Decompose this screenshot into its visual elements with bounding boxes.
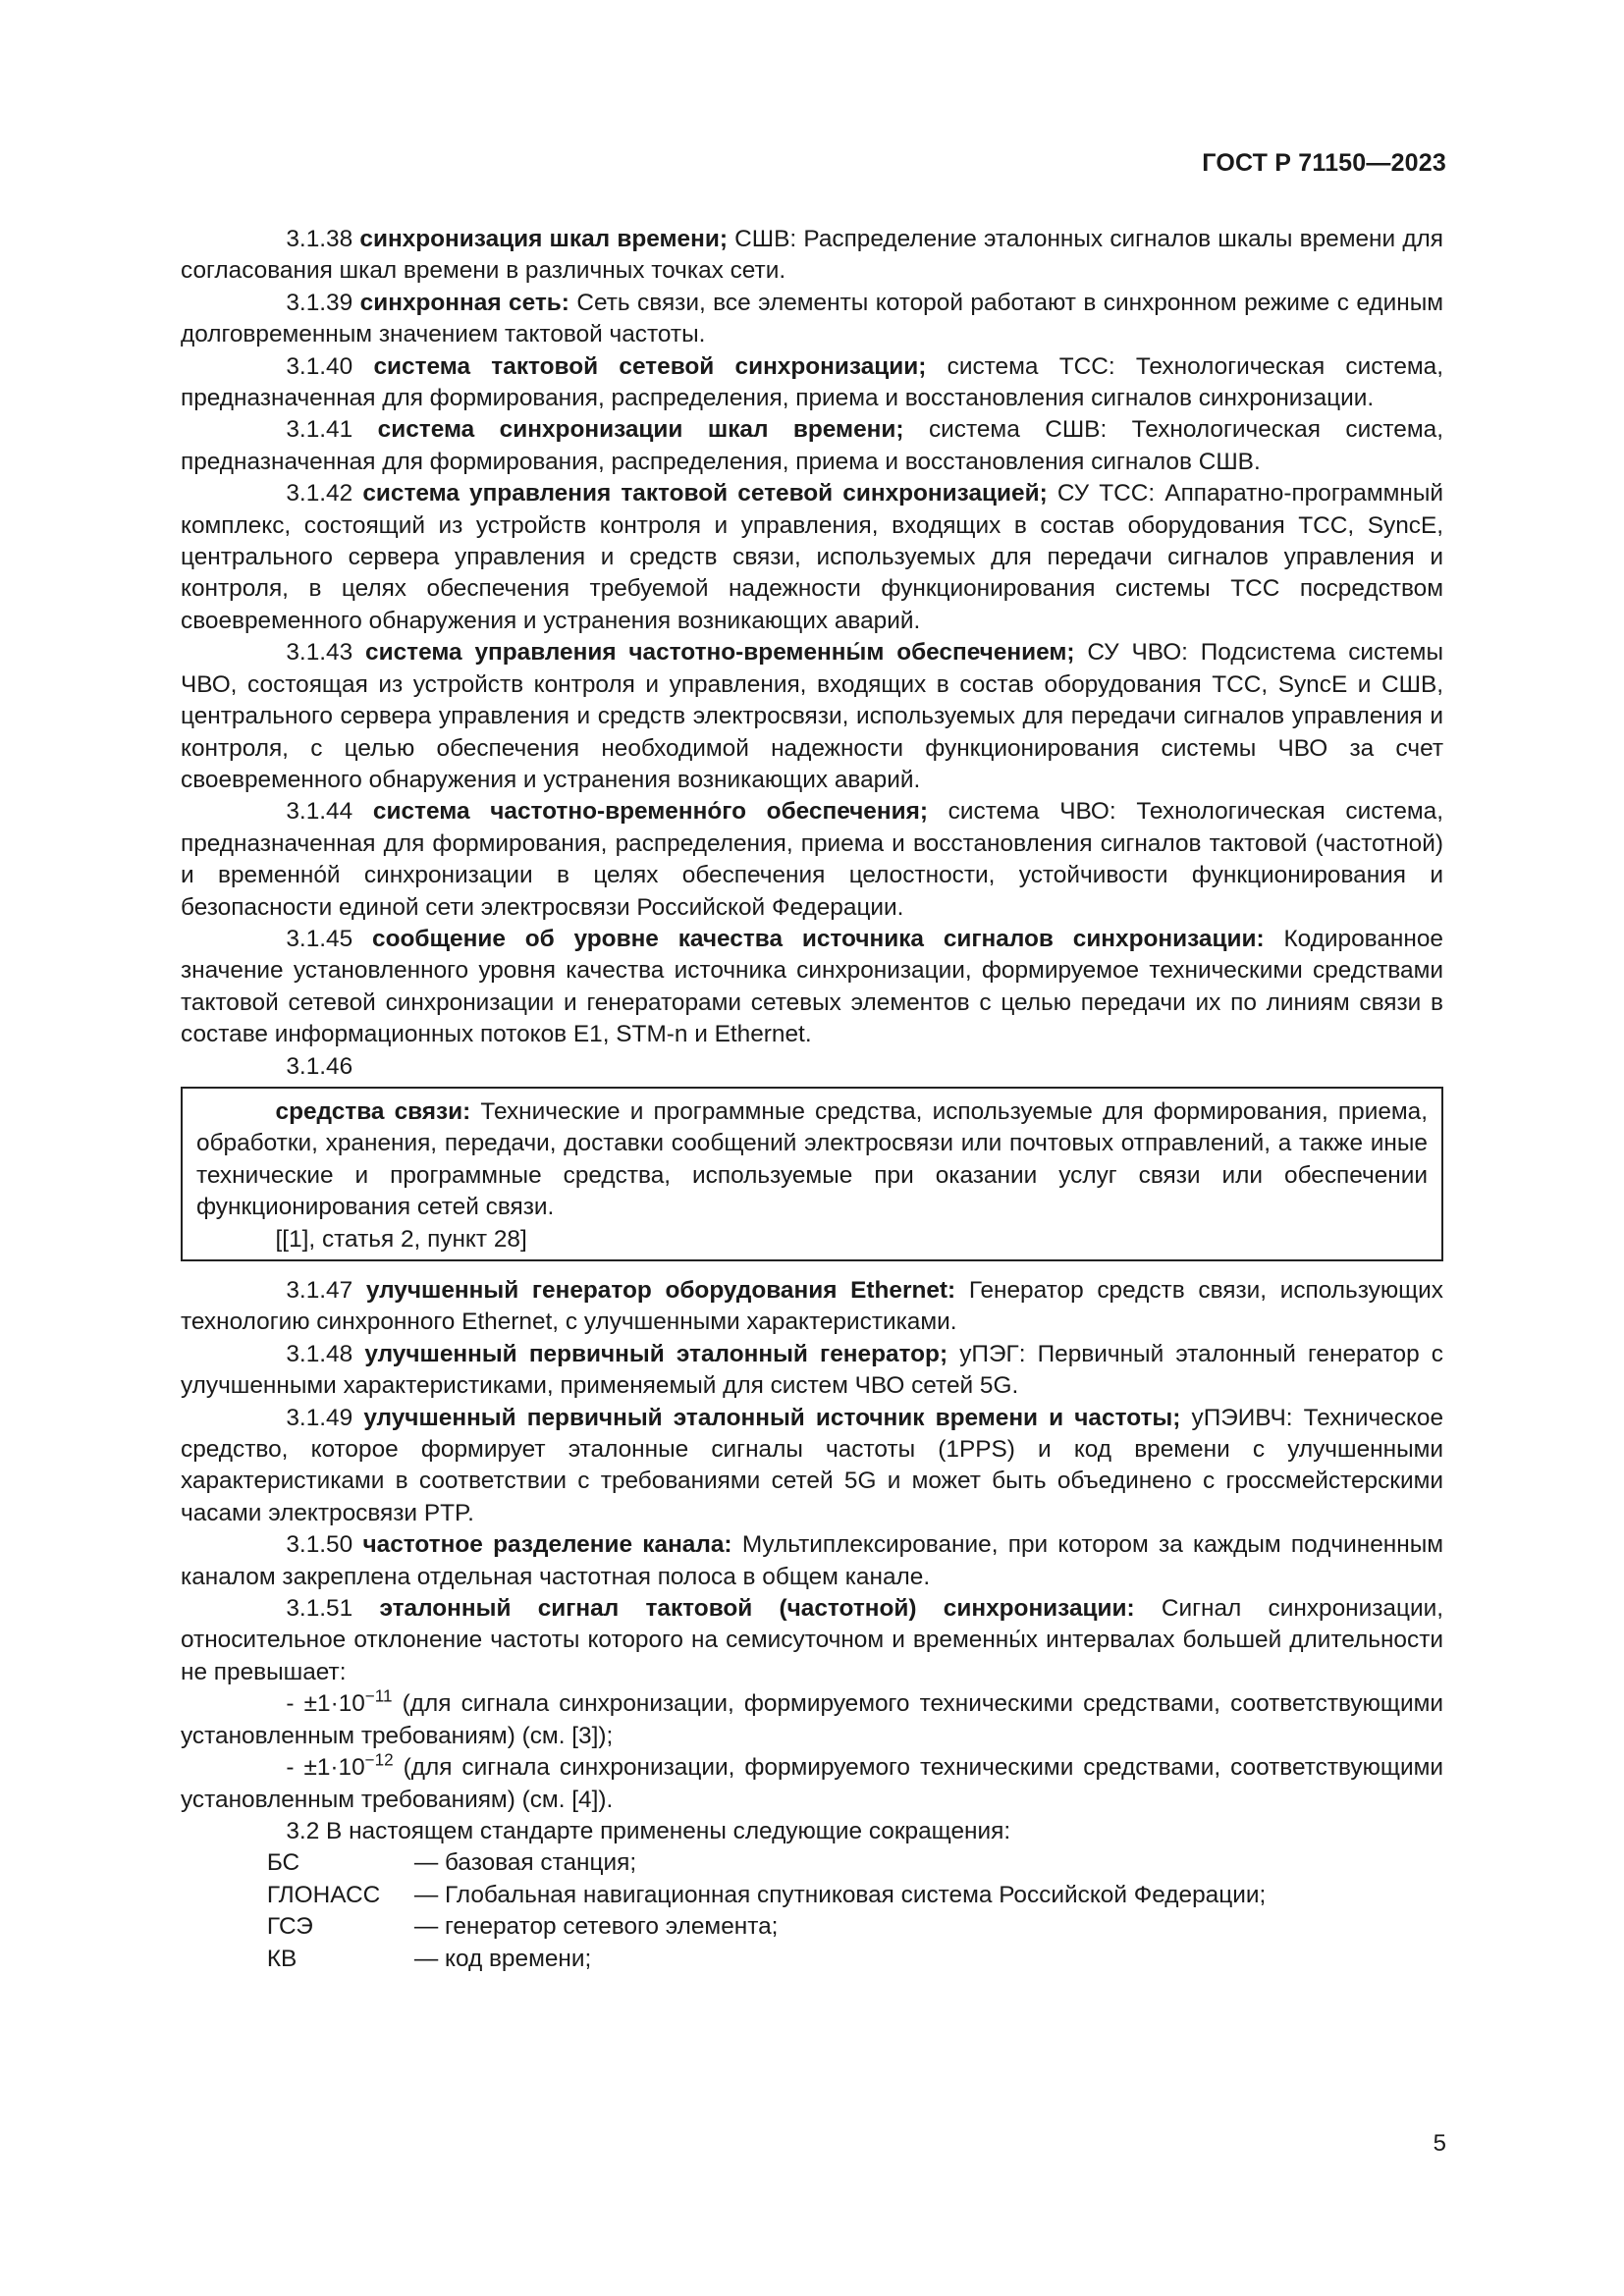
term: частотное разделение канала:	[362, 1531, 732, 1559]
abbreviations-intro: 3.2 В настоящем стандарте применены следующие сокращения:	[286, 1817, 1011, 1844]
term: улучшенный первичный эталонный генератор;	[364, 1340, 948, 1367]
abbreviation-definition: — Глобальная навигационная спутниковая система Российской Федерации;	[413, 1881, 1267, 1908]
abbreviation-row	[181, 1880, 1443, 1911]
definition-3-1-45: 3.1.45 сообщение об уровне качества источника сигналов синхронизации: Кодированное значение установленного уровня качества источника синхронизации, формируемое техническими средствами тактовой сетевой синхронизации и генераторами сетевых элементов с целью передачи их по линиям связи в составе информационных потоков E1, STM-n и Ethernet.	[181, 925, 1443, 1048]
term: улучшенный генератор оборудования Ethernet:	[365, 1277, 956, 1304]
exponent: −12	[364, 1750, 394, 1770]
page-number: 5	[1433, 2130, 1446, 2157]
term: система частотно-временно́го обеспечения;	[372, 798, 928, 826]
list-item: - $\pm 1\cdot 10^{-12}$ (для сигнала синхронизации, формируемого техническими средствами, соответствующими установленным требованиям) (см. [4]).	[181, 1750, 1443, 1813]
term: эталонный сигнал тактовой (частотной) синхронизации:	[379, 1595, 1135, 1623]
abbreviation-definition: — код времени;	[413, 1945, 592, 1972]
abbreviation-row	[181, 1944, 1443, 1975]
definition-3-1-39: 3.1.39 синхронная сеть: Сеть связи, все элементы которой работают в синхронном режиме с единым долговременным значением тактовой частоты.	[181, 289, 1444, 348]
document-body	[181, 224, 1443, 1975]
abbreviation-term: БС	[266, 1849, 300, 1877]
definition-3-1-50: 3.1.50 частотное разделение канала: Мультиплексирование, при котором за каждым подчиненным каналом закреплена отдельная частотная полоса в общем канале.	[181, 1531, 1443, 1590]
definition-3-1-46-number: 3.1.46	[286, 1052, 353, 1080]
definition-3-1-43: 3.1.43 система управления частотно-временны́м обеспечением; СУ ЧВО: Подсистема системы ЧВО, состоящая из устройств контроля и управления, входящих в состав оборудования ТСС, SyncE и СШВ, центрального сервера управления и средств электросвязи, используемых для передачи сигналов управления и контроля, с целью обеспечения необходимой надежности функционирования системы ЧВО за счет своевременного обнаружения и устранения возникающих аварий.	[181, 639, 1443, 793]
definition-3-1-41: 3.1.41 система синхронизации шкал времени; система СШВ: Технологическая система, предназначенная для формирования, распределения, приема и восстановления сигналов СШВ.	[181, 416, 1443, 475]
definition-3-1-42: 3.1.42 система управления тактовой сетевой синхронизацией; СУ ТСС: Аппаратно-программный комплекс, состоящий из устройств контроля и управления, входящих в состав оборудования ТСС, SyncE, центрального сервера управления и средств связи, используемых для передачи сигналов управления и контроля, в целях обеспечения требуемой надежности функционирования системы ТСС посредством своевременного обнаружения и устранения возникающих аварий.	[181, 480, 1444, 634]
term: средства связи:	[275, 1097, 471, 1125]
exponent: −11	[364, 1686, 393, 1706]
definition-3-1-51: 3.1.51 эталонный сигнал тактовой (частотной) синхронизации: Сигнал синхронизации, относительное отклонение частоты которого на семисуточном и временны́х интервалах большей длительности не превышает:	[181, 1595, 1443, 1685]
definition-3-1-38: 3.1.38 синхронизация шкал времени; СШВ: Распределение эталонных сигналов шкалы времени для согласования шкал времени в различных точках сети.	[181, 226, 1443, 285]
abbreviation-term: ГЛОНАСС	[266, 1881, 381, 1908]
document-header: ГОСТ Р 71150—2023	[1202, 149, 1446, 177]
abbreviation-row	[181, 1847, 1443, 1879]
term: улучшенный первичный эталонный источник времени и частоты;	[363, 1404, 1181, 1431]
definition-3-1-40: 3.1.40 система тактовой сетевой синхронизации; система ТСС: Технологическая система, предназначенная для формирования, распределения, приема и восстановления сигналов синхронизации.	[181, 352, 1444, 412]
abbreviation-row	[181, 1911, 1443, 1943]
term: система управления частотно-временны́м обеспечением;	[365, 639, 1075, 667]
source-reference: [[1], статья 2, пункт 28]	[275, 1225, 527, 1253]
quoted-definition-box	[181, 1087, 1443, 1261]
term: система синхронизации шкал времени;	[377, 416, 904, 444]
abbreviation-term: ГСЭ	[266, 1913, 313, 1941]
list-item: - $\pm 1\cdot 10^{-11}$ (для сигнала синхронизации, формируемого техническими средствами, соответствующими установленным требованиям) (см. [3]);	[181, 1686, 1443, 1749]
abbreviation-definition: — базовая станция;	[413, 1849, 637, 1877]
definition-3-1-44: 3.1.44 система частотно-временно́го обеспечения; система ЧВО: Технологическая система, предназначенная для формирования, распределения, приема и восстановления сигналов тактовой (частотной) и временно́й синхронизации в целях обеспечения целостности, устойчивости функционирования и безопасности единой сети электросвязи Российской Федерации.	[181, 798, 1443, 921]
definition-3-1-46: средства связи: Технические и программные средства, используемые для формирования, приема, обработки, хранения, передачи, доставки сообщений электросвязи или почтовых отправлений, а также иные технические и программные средства, используемые при оказании услуг связи или обеспечении функционирования сетей связи.	[196, 1097, 1428, 1221]
term: синхронная сеть:	[359, 289, 569, 316]
term: сообщение об уровне качества источника сигналов синхронизации:	[372, 925, 1265, 952]
term: синхронизация шкал времени;	[359, 226, 728, 252]
abbreviation-definition: — генератор сетевого элемента;	[413, 1913, 779, 1941]
definition-3-1-49: 3.1.49 улучшенный первичный эталонный источник времени и частоты; уПЭИВЧ: Техническое средство, которое формирует эталонные сигналы частоты (1PPS) и код времени с улучшенными характеристиками в соответствии с требованиями сетей 5G и может быть объединено с гроссмейстерскими часами электросвязи PTP.	[181, 1404, 1444, 1526]
abbreviation-term: КВ	[266, 1945, 298, 1972]
term: система тактовой сетевой синхронизации;	[373, 352, 927, 380]
definition-3-1-47: 3.1.47 улучшенный генератор оборудования Ethernet: Генератор средств связи, использующих технологию синхронного Ethernet, с улучшенными характеристиками.	[181, 1277, 1444, 1336]
definition-3-1-48: 3.1.48 улучшенный первичный эталонный генератор; уПЭГ: Первичный эталонный генератор с улучшенными характеристиками, применяемый для систем ЧВО сетей 5G.	[181, 1340, 1443, 1400]
term: система управления тактовой сетевой синхронизацией;	[362, 480, 1048, 507]
